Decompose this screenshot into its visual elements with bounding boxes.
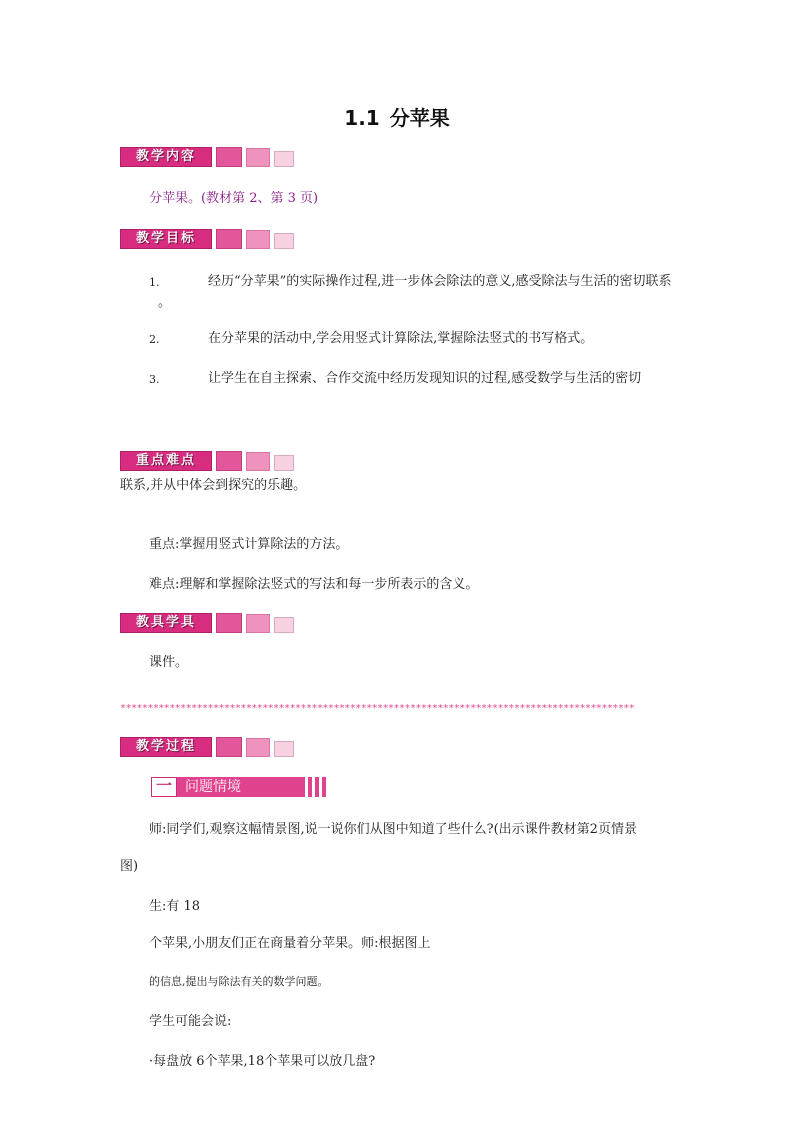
student-answer-continued: 个苹果,小朋友们正在商量着分苹果。师:根据图上 [149, 936, 431, 951]
badge-square [216, 147, 242, 167]
section-label-process: 教学过程 [120, 737, 212, 757]
key-point: 重点:掌握用竖式计算除法的方法。 [149, 537, 349, 552]
badge-square [246, 614, 270, 633]
badge-square [246, 738, 270, 757]
subsection-stripe [308, 777, 312, 797]
difficulty-point: 难点:理解和掌握除法竖式的写法和每一步所表示的含义。 [149, 577, 479, 592]
separator-line: ********************************************************************************************** [120, 703, 635, 714]
badge-square [246, 452, 270, 471]
section-badge-process [120, 736, 294, 758]
badge-square [274, 233, 294, 249]
section-badge-goals [120, 228, 294, 250]
badge-square [274, 455, 294, 471]
goal-text-continued: 。 [158, 295, 172, 310]
goal-text: 经历“分苹果”的实际操作过程,进一步体会除法的意义,感受除法与生活的密切联系 [208, 274, 672, 289]
student-answer: 生:有 18 [149, 899, 201, 914]
teacher-question-continued: 图) [120, 859, 139, 874]
badge-square [216, 613, 242, 633]
goal-text: 在分苹果的活动中,学会用竖式计算除法,掌握除法竖式的书写格式。 [208, 331, 594, 346]
subsection-badge [151, 777, 326, 799]
section-label-tools: 教具学具 [120, 613, 212, 633]
subsection-stripe [322, 777, 326, 797]
section-badge-keypoints [120, 450, 294, 472]
badge-square [246, 230, 270, 249]
section-label-keypoints: 重点难点 [120, 451, 212, 471]
goal-text: 让学生在自主探索、合作交流中经历发现知识的过程,感受数学与生活的密切 [208, 371, 642, 386]
teacher-prompt: 的信息,提出与除法有关的数学问题。 [149, 975, 329, 988]
badge-square [274, 151, 294, 167]
subsection-stripe [315, 777, 319, 797]
subsection-number: 一 [151, 777, 177, 797]
goal-number: 2. [149, 333, 160, 346]
title-text: 分苹果 [389, 106, 450, 130]
section-badge-content [120, 146, 294, 168]
tools-text: 课件。 [149, 655, 189, 670]
bullet-question: ·每盘放 6个苹果,18个苹果可以放几盘? [149, 1054, 376, 1069]
badge-square [274, 617, 294, 633]
badge-square [274, 741, 294, 757]
teacher-question: 师:同学们,观察这幅情景图,说一说你们从图中知道了些什么?(出示课件教材第2页情景 [149, 822, 637, 837]
title-number: 1.1 [344, 106, 380, 130]
badge-square [216, 451, 242, 471]
content-text: 分苹果。(教材第 2、第 3 页) [149, 191, 319, 206]
section-label-goals: 教学目标 [120, 229, 212, 249]
goal-number: 1. [149, 276, 160, 289]
badge-square [216, 229, 242, 249]
section-label-content: 教学内容 [120, 147, 212, 167]
badge-square [246, 148, 270, 167]
subsection-label: 问题情境 [177, 777, 305, 797]
section-badge-tools [120, 612, 294, 634]
goal-text-continued: 联系,并从中体会到探究的乐趣。 [120, 478, 307, 493]
badge-square [216, 737, 242, 757]
students-may-say: 学生可能会说: [149, 1014, 232, 1029]
page-title [0, 102, 794, 131]
goal-number: 3. [149, 373, 160, 386]
